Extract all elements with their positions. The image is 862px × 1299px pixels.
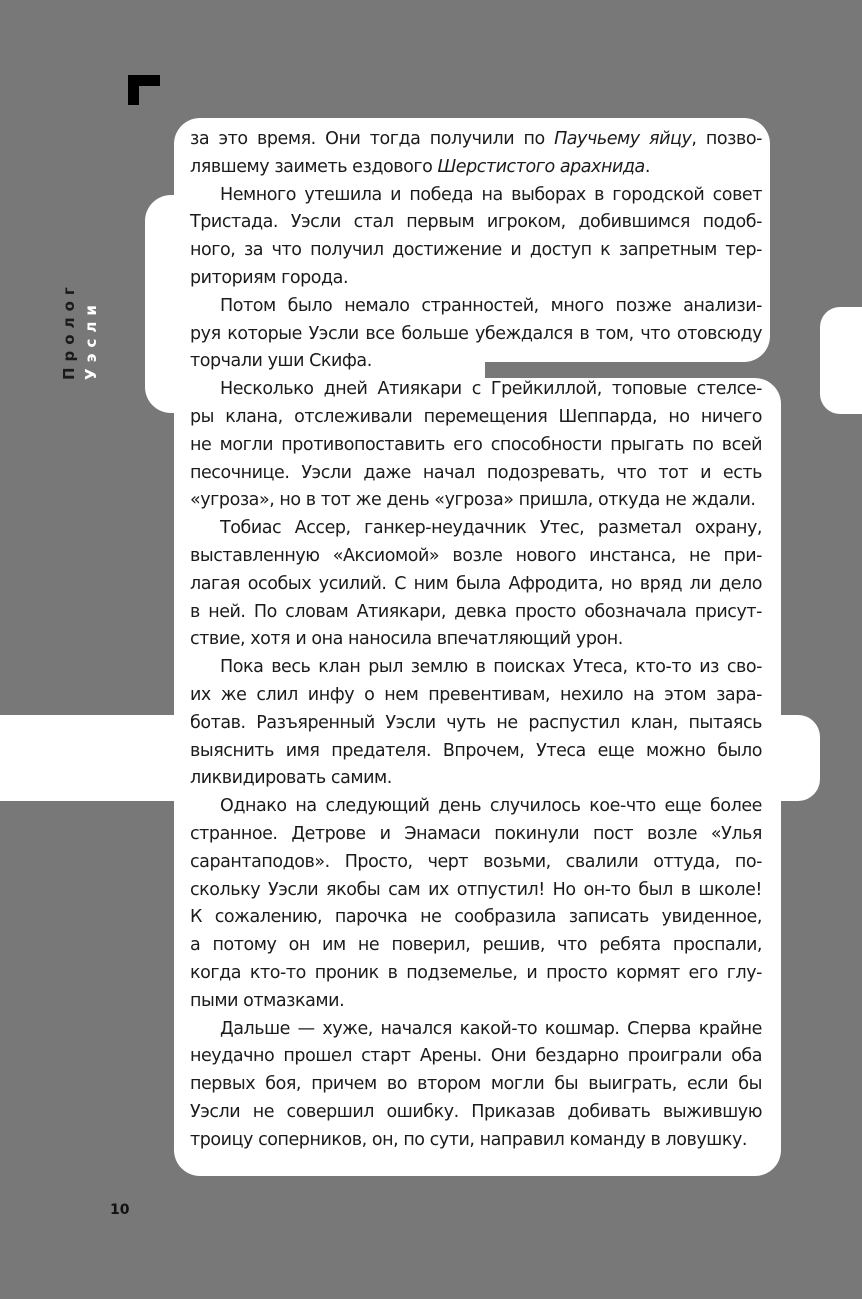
running-head (60, 240, 114, 380)
text-line: неудачно прошел старт Арены. Они бездарно проиграли оба (190, 1046, 762, 1067)
item-name: Паучьему яйцу (554, 129, 692, 149)
text-line: троицу соперников, он, по сути, направил команду в ловушку. (190, 1129, 747, 1150)
text-line: Пока весь клан рыл землю в поисках Утеса, кто-то из сво- (220, 657, 762, 678)
text-line: скольку Уэсли якобы сам их отпустил! Но он-то был в школе! (190, 879, 762, 900)
text-line: странное. Детрове и Энамаси покинули пост возле «Улья (190, 823, 762, 844)
item-name: Шерстистого арахнида (437, 156, 645, 177)
text-line: Тристада. Уэсли стал первым игроком, добившимся подоб- (190, 212, 762, 233)
chapter-label: Пролог (60, 281, 78, 380)
text-line: первых боя, причем во втором могли бы выиграть, если бы (190, 1074, 762, 1095)
text-line: Уэсли не совершил ошибку. Приказав добивать выжившую (190, 1101, 762, 1122)
text-line: Несколько дней Атиякари с Грейкиллой, топовые стелсе- (220, 379, 762, 400)
text-line: не могли противопоставить его способности прыгать по всей (190, 434, 762, 455)
text-line: «угроза», но в тот же день «угроза» пришла, откуда не ждали. (190, 490, 756, 511)
text-line: лагая особых усилий. С ним была Афродита, но вряд ли дело (190, 573, 762, 594)
text-line: Тобиас Ассер, ганкер-неудачник Утес, разметал охрану, (220, 518, 762, 539)
text-line: лявшему заиметь ездового Шерстистого арахнида. (190, 156, 650, 177)
text-line: Дальше — хуже, начался какой-то кошмар. Сперва крайне (220, 1018, 762, 1039)
text-line: выставленную «Аксиомой» возле нового инстанса, не при- (190, 545, 762, 566)
page-number: 10 (110, 1202, 130, 1218)
text-line: Немного утешила и победа на выборах в городской совет (220, 184, 762, 205)
text-line: сарантаподов». Просто, черт возьми, свалили оттуда, по- (190, 851, 762, 872)
text-line: ствие, хотя и она наносила впечатляющий урон. (190, 629, 623, 650)
text-line: за это время. Они тогда получили по Паучьему яйцу, позво- (190, 129, 762, 149)
text-line: в ней. По словам Атиякари, девка просто обозначала присут- (190, 601, 762, 622)
text-line: торчали уши Скифа. (190, 351, 372, 372)
text-line: песочнице. Уэсли даже начал подозревать, что тот и есть (190, 462, 762, 483)
body-text (190, 126, 762, 1154)
text-line: риториям города. (190, 267, 349, 288)
text-line: когда кто-то проник в подземелье, и просто кормят его глу- (190, 962, 762, 983)
text-line: выяснить имя предателя. Впрочем, Утеса еще можно было (190, 740, 762, 761)
corner-bracket-mark (128, 75, 160, 105)
text-line: пыми отмазками. (190, 990, 345, 1011)
text-line: их же слил инфу о нем превентивам, нехило на этом зара- (190, 684, 762, 705)
character-label: Уэсли (82, 299, 100, 380)
edge-tab-right (820, 307, 862, 414)
text-line: Однако на следующий день случилось кое-что еще более (220, 796, 762, 817)
text-line: ботав. Разъяренный Уэсли чуть не распустил клан, пытаясь (190, 712, 762, 733)
text-line: ры клана, отслеживали перемещения Шеппарда, но ничего (190, 406, 762, 427)
text-line: Потом было немало странностей, много позже анализи- (220, 295, 762, 316)
text-line: ликвидировать самим. (190, 768, 392, 789)
text-line: а потому он им не поверил, решив, что ребята проспали, (190, 935, 762, 956)
text-line: ного, за что получил достижение и доступ к запретным тер- (190, 240, 762, 261)
text-line: руя которые Уэсли все больше убеждался в том, что отовсюду (190, 323, 762, 344)
text-line: К сожалению, парочка не сообразила записать увиденное, (190, 907, 762, 928)
